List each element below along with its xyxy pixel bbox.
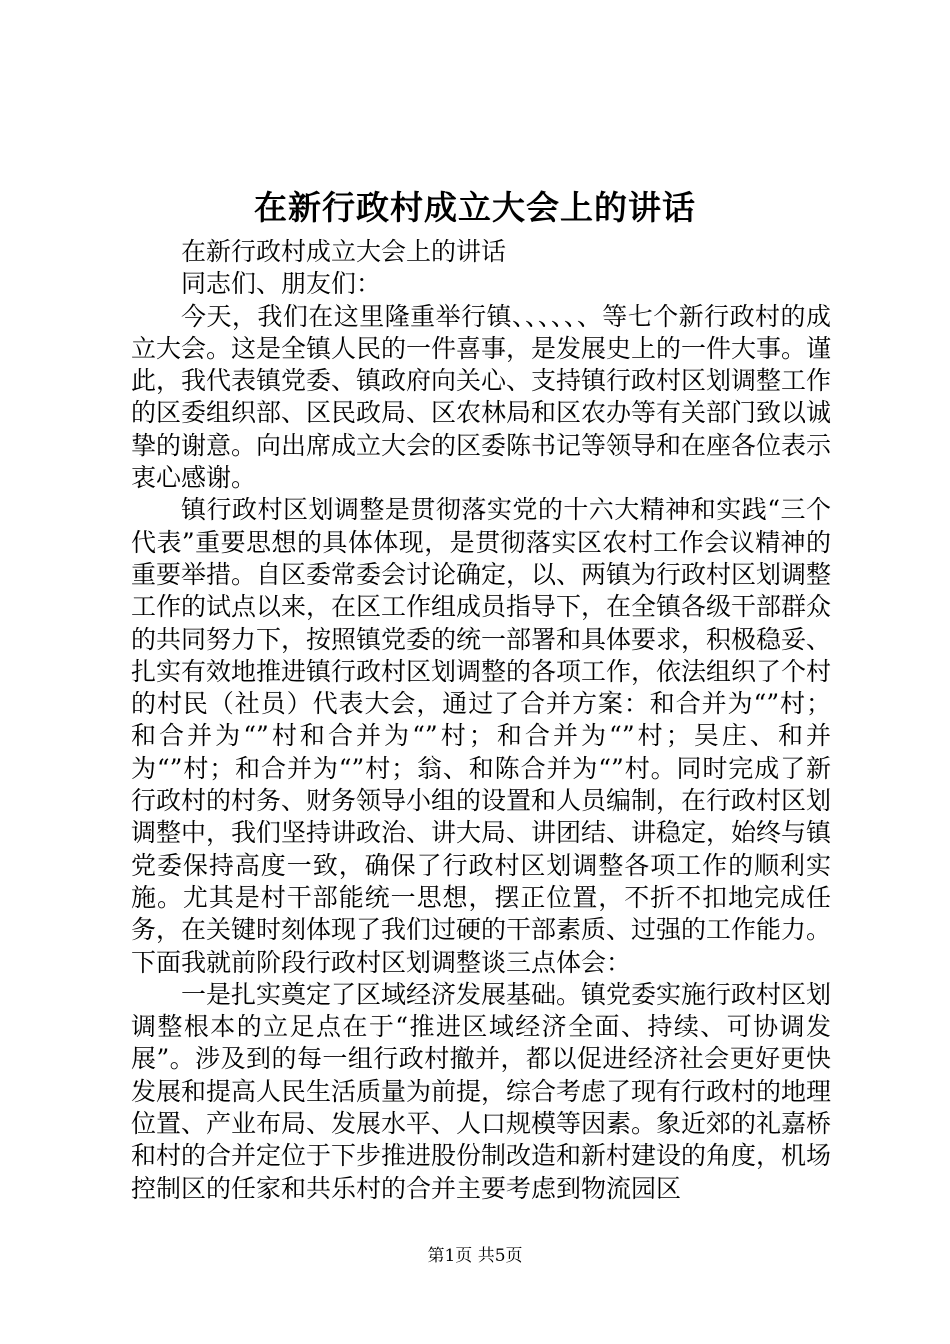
document-title: 在新行政村成立大会上的讲话 — [254, 188, 696, 227]
paragraph: 在新行政村成立大会上的讲话 — [181, 237, 507, 266]
paragraph: 今天，我们在这里隆重举行镇、、、、、、等七个新行政村的成立大会。这是全镇人民的一件喜事，是发展史上的一件大事。谨此，我代表镇党委、镇政府向关心、支持镇行政村区划调整工作的区委组织部、区民政局、区农林局和区农办等有关部门致以诚挚的谢意。向出席成立大会的区委陈书记等领导和在座各位表示衷心感谢。 — [131, 301, 832, 493]
paragraph: 镇行政村区划调整是贯彻落实党的十六大精神和实践“三个代表”重要思想的具体体现，是贯彻落实区农村工作会议精神的重要举措。自区委常委会讨论确定，以、两镇为行政村区划调整工作的试点以来，在区工作组成员指导下，在全镇各级干部群众的共同努力下，按照镇党委的统一部署和具体要求，积极稳妥、扎实有效地推进镇行政村区划调整的各项工作，依法组织了个村的村民（社员）代表大会，通过了合并方案：和合并为“”村；和合并为“”村和合并为“”村；和合并为“”村；吴庄、和并为“”村；和合并为“”村；翁、和陈合并为“”村。同时完成了新行政村的村务、财务领导小组的设置和人员编制，在行政村区划调整中，我们坚持讲政治、讲大局、讲团结、讲稳定，始终与镇党委保持高度一致，确保了行政村区划调整各项工作的顺利实施。尤其是村干部能统一思想，摆正位置，不折不扣地完成任务，在关键时刻体现了我们过硬的干部素质、过强的工作能力。下面我就前阶段行政村区划调整谈三点体会： — [131, 495, 832, 977]
paragraph: 一是扎实奠定了区域经济发展基础。镇党委实施行政村区划调整根本的立足点在于“推进区域经济全面、持续、可协调发展”。涉及到的每一组行政村撤并，都以促进经济社会更好更快发展和提高人民生活质量为前提，综合考虑了现有行政村的地理位置、产业布局、发展水平、人口规模等因素。象近郊的礼嘉桥和村的合并定位于下步推进股份制改造和新村建设的角度，机场控制区的任家和共乐村的合并主要考虑到物流园区 — [131, 979, 832, 1203]
paragraph: 同志们、朋友们： — [181, 269, 382, 299]
page-number: 第1页 共5页 — [427, 1246, 523, 1266]
document-body — [131, 236, 831, 1205]
